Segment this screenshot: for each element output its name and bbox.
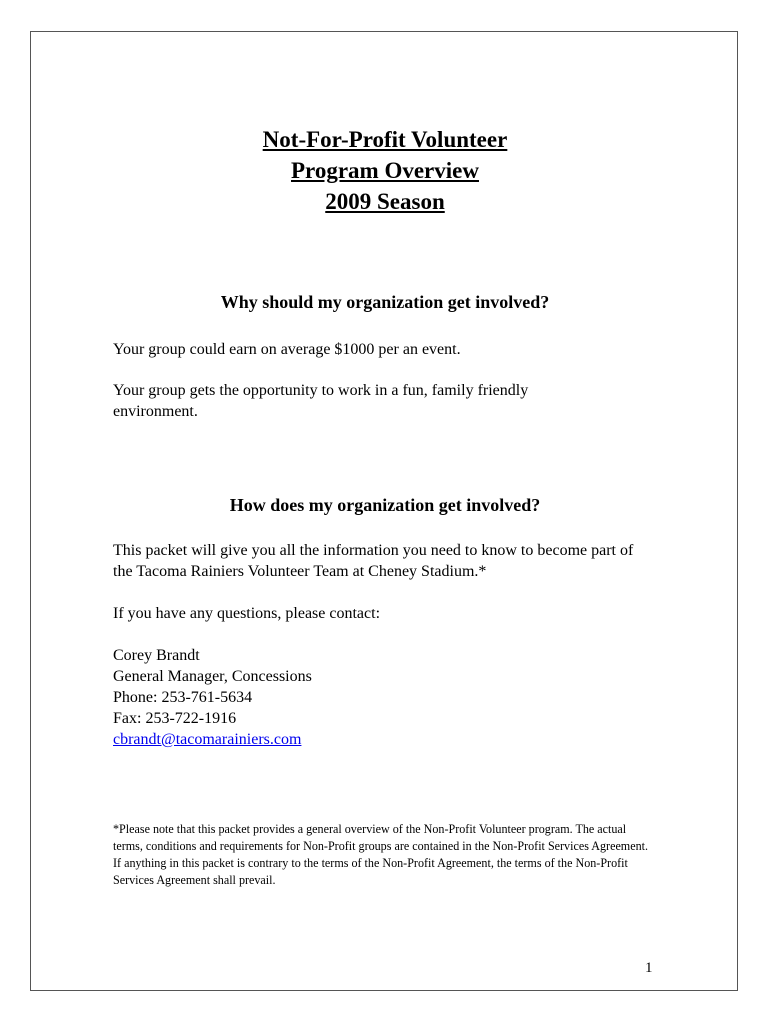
title-line-1 <box>0 124 770 155</box>
why-heading: Why should my organization get involved? <box>220 292 550 312</box>
contact-name: Corey Brandt <box>113 647 200 664</box>
contact-phone: Phone: 253-761-5634 <box>113 689 253 706</box>
why-paragraph-2: Your group gets the opportunity to work in a fun, family friendly environment. <box>113 382 529 420</box>
how-paragraph-1: This packet will give you all the information you need to know to become part of the Tacoma Rainiers Volunteer Team at Cheney Stadium.* <box>113 542 634 580</box>
title-text-2: Program Overview <box>291 158 479 183</box>
document-title <box>0 124 770 217</box>
page-number: 1 <box>645 960 653 976</box>
how-paragraph-2: If you have any questions, please contact: <box>113 605 381 622</box>
how-heading: How does my organization get involved? <box>229 495 541 515</box>
contact-block <box>113 645 653 750</box>
title-text-1: Not-For-Profit Volunteer <box>262 127 508 152</box>
contact-email-link[interactable]: cbrandt@tacomarainiers.com <box>113 731 302 748</box>
title-text-3: 2009 Season <box>325 189 445 214</box>
contact-position: General Manager, Concessions <box>113 668 312 685</box>
title-line-2 <box>0 155 770 186</box>
contact-fax: Fax: 253-722-1916 <box>113 710 237 727</box>
title-line-3 <box>0 186 770 217</box>
footnote: *Please note that this packet provides a general overview of the Non-Profit Volunteer program. The actual terms, conditions and requirements for Non-Profit groups are contained in the Non-Profit Services Agreement. If anything in this packet is contrary to the terms of the Non-Profit Agreement, the terms of the Non-Profit Services Agreement shall prevail. <box>113 822 649 887</box>
why-paragraph-1: Your group could earn on average $1000 per an event. <box>113 341 461 358</box>
